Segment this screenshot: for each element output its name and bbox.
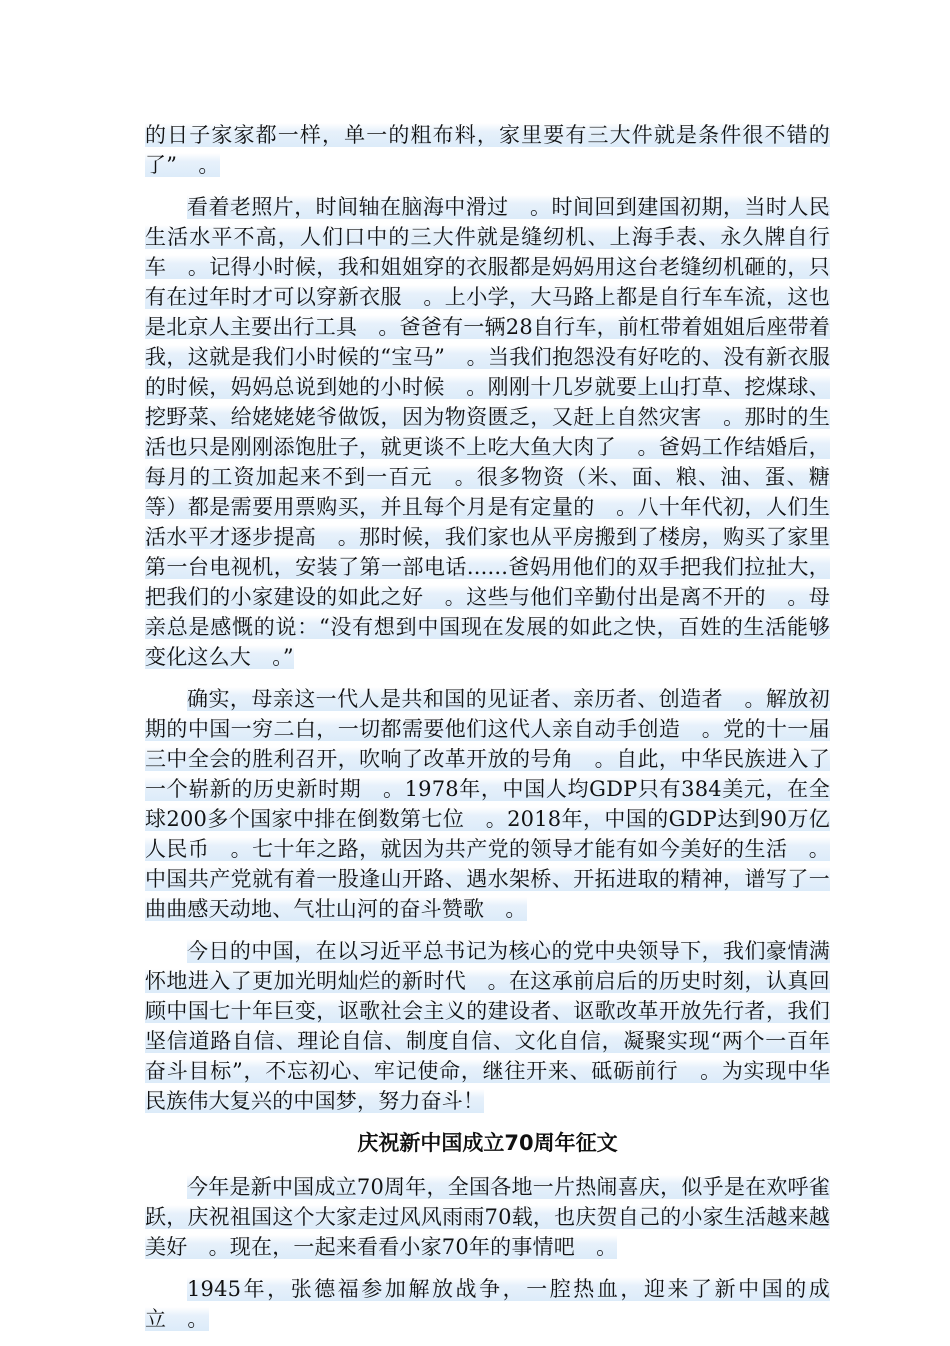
- paragraph-text: 1945年，张德福参加解放战争，一腔热血，迎来了新中国的成立 。: [145, 1277, 830, 1331]
- document-page: [145, 120, 830, 1346]
- paragraph-mother-generation: [145, 684, 830, 924]
- paragraph-text: 看着老照片，时间轴在脑海中滑过 。时间回到建国初期，当时人民生活水平不高，人们口中的三大件就是缝纫机、上海手表、永久牌自行车 。记得小时候，我和姐姐穿的衣服都是妈妈用这台老缝纫机砸的，只有在过年时才可以穿新衣服 。上小学，大马路上都是自行车车流，这也是北京人主要出行工具 。爸爸有一辆28自行车，前杠带着姐姐后座带着我，这就是我们小时候的“宝马” 。当我们抱怨没有好吃的、没有新衣服的时候，妈妈总说到她的小时候 。刚刚十几岁就要上山打草、挖煤球、挖野菜、给姥姥姥爷做饭，因为物资匮乏，又赶上自然灾害 。那时的生活也只是刚刚添饱肚子，就更谈不上吃大鱼大肉了 。爸妈工作结婚后，每月的工资加起来不到一百元 。很多物资（米、面、粮、油、蛋、糖等）都是需要用票购买，并且每个月是有定量的 。八十年代初，人们生活水平才逐步提高 。那时候，我们家也从平房搬到了楼房，购买了家里第一台电视机，安装了第一部电话......爸妈用他们的双手把我们拉扯大，把我们的小家建设的如此之好 。这些与他们辛勤付出是离不开的 。母亲总是感慨的说：“没有想到中国现在发展的如此之快，百姓的生活能够变化这么大 。”: [145, 195, 830, 669]
- paragraph-text: 今日的中国，在以习近平总书记为核心的党中央领导下，我们豪情满怀地进入了更加光明灿烂的新时代 。在这承前启后的历史时刻，认真回顾中国七十年巨变，讴歌社会主义的建设者、讴歌改革开放先行者，我们坚信道路自信、理论自信、制度自信、文化自信，凝聚实现“两个一百年奋斗目标”，不忘初心、牢记使命，继往开来、砥砺前行 。为实现中华民族伟大复兴的中国梦，努力奋斗！: [145, 939, 830, 1113]
- paragraph-70th-anniversary: [145, 1172, 830, 1262]
- paragraph-continuation: [145, 120, 830, 180]
- essay-heading: 庆祝新中国成立70周年征文: [357, 1131, 618, 1155]
- paragraph-old-photos: [145, 192, 830, 672]
- paragraph-text: 的日子家家都一样，单一的粗布料，家里要有三大件就是条件很不错的了” 。: [145, 123, 830, 177]
- paragraph-new-era: [145, 936, 830, 1116]
- paragraph-1945: [145, 1274, 830, 1334]
- paragraph-text: 今年是新中国成立70周年，全国各地一片热闹喜庆，似乎是在欢呼雀跃，庆祝祖国这个大家走过风风雨雨70载，也庆贺自己的小家生活越来越美好 。现在，一起来看看小家70年的事情吧 。: [145, 1175, 830, 1259]
- paragraph-text: 确实，母亲这一代人是共和国的见证者、亲历者、创造者 。解放初期的中国一穷二白，一切都需要他们这代人亲自动手创造 。党的十一届三中全会的胜利召开，吹响了改革开放的号角 。自此，中华民族进入了一个崭新的历史新时期 。1978年，中国人均GDP只有384美元，在全球200多个国家中排在倒数第七位 。2018年，中国的GDP达到90万亿人民币 。七十年之路，就因为共产党的领导才能有如今美好的生活 。中国共产党就有着一股逢山开路、遇水架桥、开拓进取的精神，谱写了一曲曲感天动地、气壮山河的奋斗赞歌 。: [145, 687, 830, 921]
